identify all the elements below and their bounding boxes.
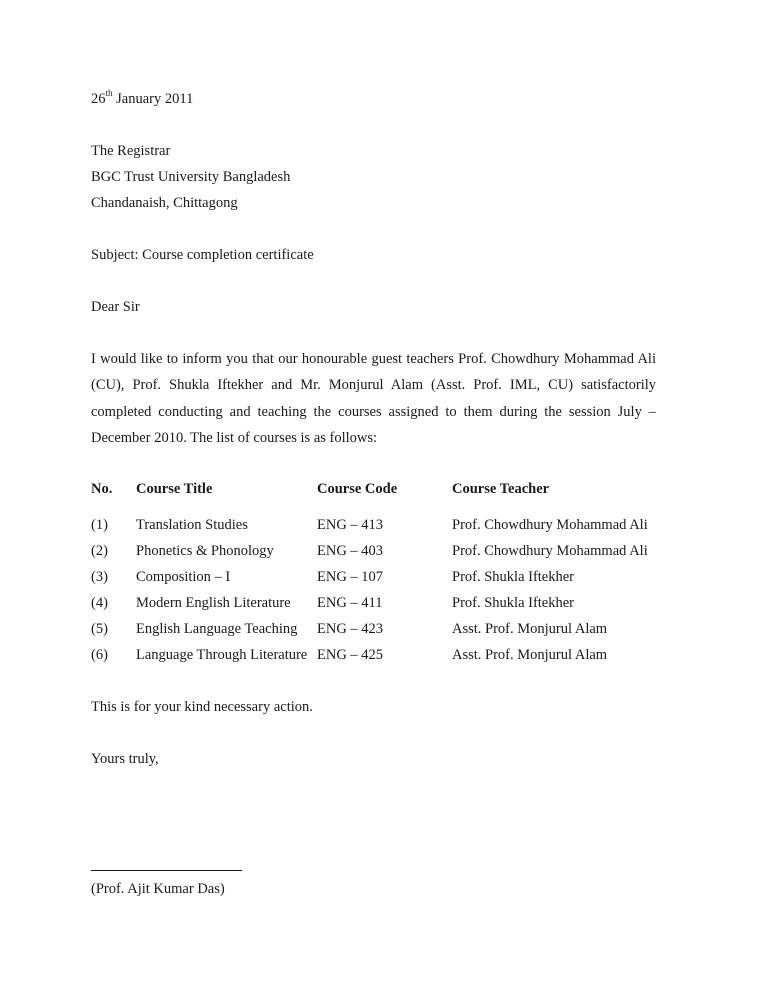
- signatory-name: (Prof. Ajit Kumar Das): [91, 881, 225, 897]
- row-course-teacher: Asst. Prof. Monjurul Alam: [452, 621, 608, 637]
- recipient-location: Chandanaish, Chittagong: [91, 195, 238, 211]
- recipient-title: The Registrar: [91, 143, 171, 159]
- row-no: (5): [91, 621, 108, 637]
- row-course-teacher: Prof. Shukla Iftekher: [452, 569, 575, 585]
- row-no: (4): [91, 595, 108, 611]
- row-course-teacher: Prof. Chowdhury Mohammad Ali: [452, 543, 648, 559]
- date-suffix: th: [105, 88, 113, 99]
- letter-date: [91, 90, 193, 108]
- header-course-title: Course Title: [136, 481, 213, 497]
- row-course-title: Composition – I: [136, 569, 231, 585]
- letter-salutation: Dear Sir: [91, 299, 140, 315]
- row-course-code: ENG – 403: [317, 543, 384, 559]
- row-no: (1): [91, 517, 108, 533]
- row-no: (6): [91, 647, 108, 663]
- row-course-code: ENG – 425: [317, 647, 384, 663]
- row-no: (2): [91, 543, 108, 559]
- complimentary-close: Yours truly,: [91, 751, 159, 767]
- row-course-code: ENG – 411: [317, 595, 383, 611]
- header-course-code: Course Code: [317, 481, 398, 497]
- signature-line: [91, 870, 242, 871]
- header-no: No.: [91, 481, 113, 497]
- row-course-teacher: Prof. Chowdhury Mohammad Ali: [452, 517, 648, 533]
- letter-subject: Subject: Course completion certificate: [91, 247, 314, 263]
- row-course-code: ENG – 413: [317, 517, 384, 533]
- row-course-title: Modern English Literature: [136, 595, 291, 611]
- row-course-code: ENG – 423: [317, 621, 384, 637]
- row-course-title: Phonetics & Phonology: [136, 543, 274, 559]
- row-course-title: Language Through Literature: [136, 647, 308, 663]
- row-course-title: English Language Teaching: [136, 621, 298, 637]
- date-month-year: January 2011: [112, 91, 194, 107]
- date-day: 26: [91, 91, 106, 107]
- row-course-teacher: Asst. Prof. Monjurul Alam: [452, 647, 608, 663]
- closing-action: This is for your kind necessary action.: [91, 699, 313, 715]
- letter-body: I would like to inform you that our honourable guest teachers Prof. Chowdhury Mohammad Ali (CU), Prof. Shukla Iftekher and Mr. Monjurul Alam (Asst. Prof. IML, CU) satisfactorily completed conducting and teaching the courses assigned to them during the session July – December 2010. The list of courses is as follows:: [91, 351, 656, 447]
- row-course-code: ENG – 107: [317, 569, 384, 585]
- recipient-institution: BGC Trust University Bangladesh: [91, 169, 291, 185]
- row-course-teacher: Prof. Shukla Iftekher: [452, 595, 575, 611]
- header-course-teacher: Course Teacher: [452, 481, 550, 497]
- row-course-title: Translation Studies: [136, 517, 248, 533]
- row-no: (3): [91, 569, 108, 585]
